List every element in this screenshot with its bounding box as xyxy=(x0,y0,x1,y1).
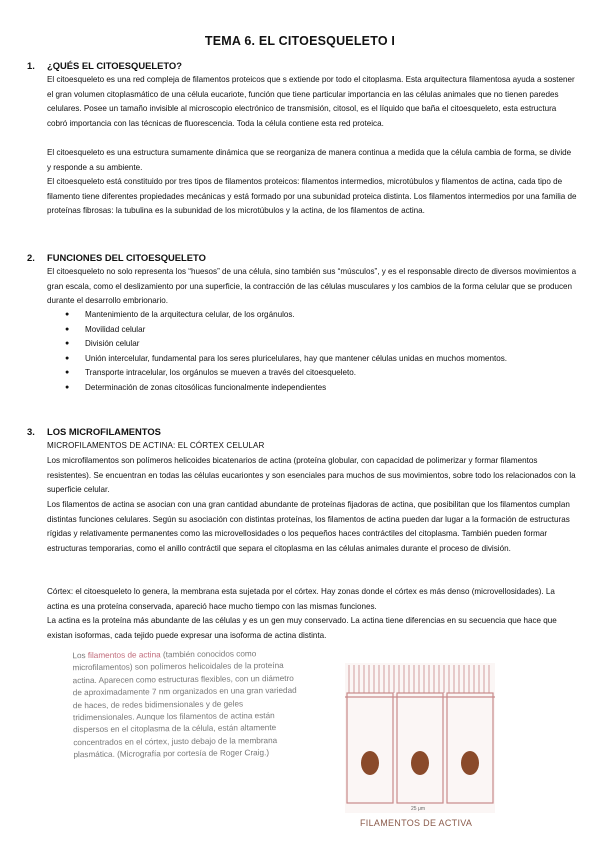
section-3-title: LOS MICROFILAMENTOS xyxy=(47,426,161,437)
section-1-paragraph-3: El citoesqueleto está constituido por tres tipos de filamentos proteicos: filamentos intermedios, microtúbulos y filamentos de actina, cada tipo de filamento tiene diferentes propiedades mecánicas y está formado por una subunidad proteica distinta. Los filamentos intermedios por una familia de proteínas fibrosas: la tubulina es la subunidad de los microtúbulos y la actina, de los filamentos de actina. xyxy=(47,177,577,216)
section-2-paragraph-1: El citoesqueleto no solo representa los “huesos” de una célula, sino también sus “músculos”, y es el responsable directo de diversos movimientos a gran escala, como el deslizamiento por una superficie, la contracción de las células musculares y los cambios de la forma celular que se producen durante el desarrollo embrionario. xyxy=(47,267,577,306)
figure-highlight: filamentos de actina xyxy=(87,650,161,661)
section-3-paragraph-2: Los filamentos de actina se asocian con una gran cantidad abundante de proteínas fijadoras de actina, que posibilitan que los filamentos cumplan distintas funciones celulares. Según su asociación con distintas proteínas, los filamentos de actina pueden dar lugar a la formación de estructuras rígidas y relativamente permanentes como las microvellosidades o los pequeños haces contráctiles del citoplasma. También pueden formar estructuras temporarias, como el anillo contráctil que separa el citoplasma en las células animales durante el proceso de división. xyxy=(47,500,570,553)
section-2-heading xyxy=(27,252,206,263)
list-item: ● Movilidad celular xyxy=(47,323,567,338)
scale-label: 25 μm xyxy=(411,806,425,812)
list-item: ● Unión intercelular, fundamental para los seres pluricelulares, hay que mantener células unidas en muchos momentos. xyxy=(47,352,567,367)
list-item: ● División celular xyxy=(47,337,567,352)
section-3-paragraph-3: Córtex: el citoesqueleto lo genera, la membrana esta sujetada por el córtex. Hay zonas donde el córtex es más denso (microvellosidades). La actina es una proteína conservada, apareció hace mucho tiempo con las mismas funciones. xyxy=(47,587,555,611)
microvilli-micrograph xyxy=(345,663,495,813)
figure-caption: FILAMENTOS DE ACTIVA xyxy=(360,818,473,828)
section-2-number: 2. xyxy=(27,252,35,263)
list-item: ● Mantenimiento de la arquitectura celular, de los orgánulos. xyxy=(47,308,567,323)
section-1-heading xyxy=(27,60,182,71)
figure-text-excerpt xyxy=(72,648,303,780)
page-title: TEMA 6. EL CITOESQUELETO I xyxy=(204,34,396,48)
section-3-heading xyxy=(27,426,161,437)
list-item: ● Determinación de zonas citosólicas funcionalmente independientes xyxy=(47,381,567,396)
section-1-paragraph-2: El citoesqueleto es una estructura sumamente dinámica que se reorganiza de manera continua a medida que la célula cambia de forma, se divide y responde a su ambiente. xyxy=(47,148,572,172)
section-1-number: 1. xyxy=(27,60,35,71)
section-1-title: ¿QUÉS EL CITOESQUELETO? xyxy=(47,60,182,71)
figure-text-a: Los xyxy=(72,651,88,661)
functions-list xyxy=(47,308,567,396)
figure-text-b: (también conocidos como microfilamentos) son polímeros helicoidales de la proteína actina. Aparecen como estructuras flexibles, con un diámetro de aproximadamente 7 nm organizados en una gran variedad de haces, de redes bidimensionales y de geles tridimensionales. Aunque los filamentos de actina están dispersos en el citoplasma de la célula, están altamente concentrados en el córtex, justo debajo de la membrana plasmática. (Micrografía por cortesía de Roger Craig.) xyxy=(72,649,297,760)
section-3-paragraph-4: La actina es la proteína más abundante de las células y es un gen muy conservado. La actina tiene diferencias en su secuencia que hace que existan isoformas, cada tejido puede expresar una isoforma de actina distinta. xyxy=(47,616,557,640)
section-3-paragraph-1: Los microfilamentos son polímeros helicoides bicatenarios de actina (proteína globular, con capacidad de polimerizar y formar filamentos resistentes). Se encuentran en todas las células eucariontes y son esenciales para muchos de sus movimientos, sobre todo los relacionados con la superficie celular. xyxy=(47,456,576,495)
micrograph-background xyxy=(345,663,495,813)
section-3-subheading: MICROFILAMENTOS DE ACTINA: EL CÓRTEX CELULAR xyxy=(47,441,265,450)
section-2-title: FUNCIONES DEL CITOESQUELETO xyxy=(47,252,206,263)
section-3-number: 3. xyxy=(27,426,35,437)
section-1-paragraph-1: El citoesqueleto es una red compleja de filamentos proteicos que s extiende por todo el citoplasma. Esta arquitectura filamentosa ayuda a sostener el gran volumen citoplasmático de una célula eucariote, función que tiene particular importancia en las células animales que no tienen paredes celulares. Posee un tamaño invisible al microscopio electrónico de transmisión, citosol, es el líquido que baña el citoesqueleto, esta estructura cobró importancia con las técnicas de fluorescencia. Toda la célula contiene esta red proteica. xyxy=(47,75,575,128)
list-item: ● Transporte intracelular, los orgánulos se mueven a través del citoesqueleto. xyxy=(47,366,567,381)
